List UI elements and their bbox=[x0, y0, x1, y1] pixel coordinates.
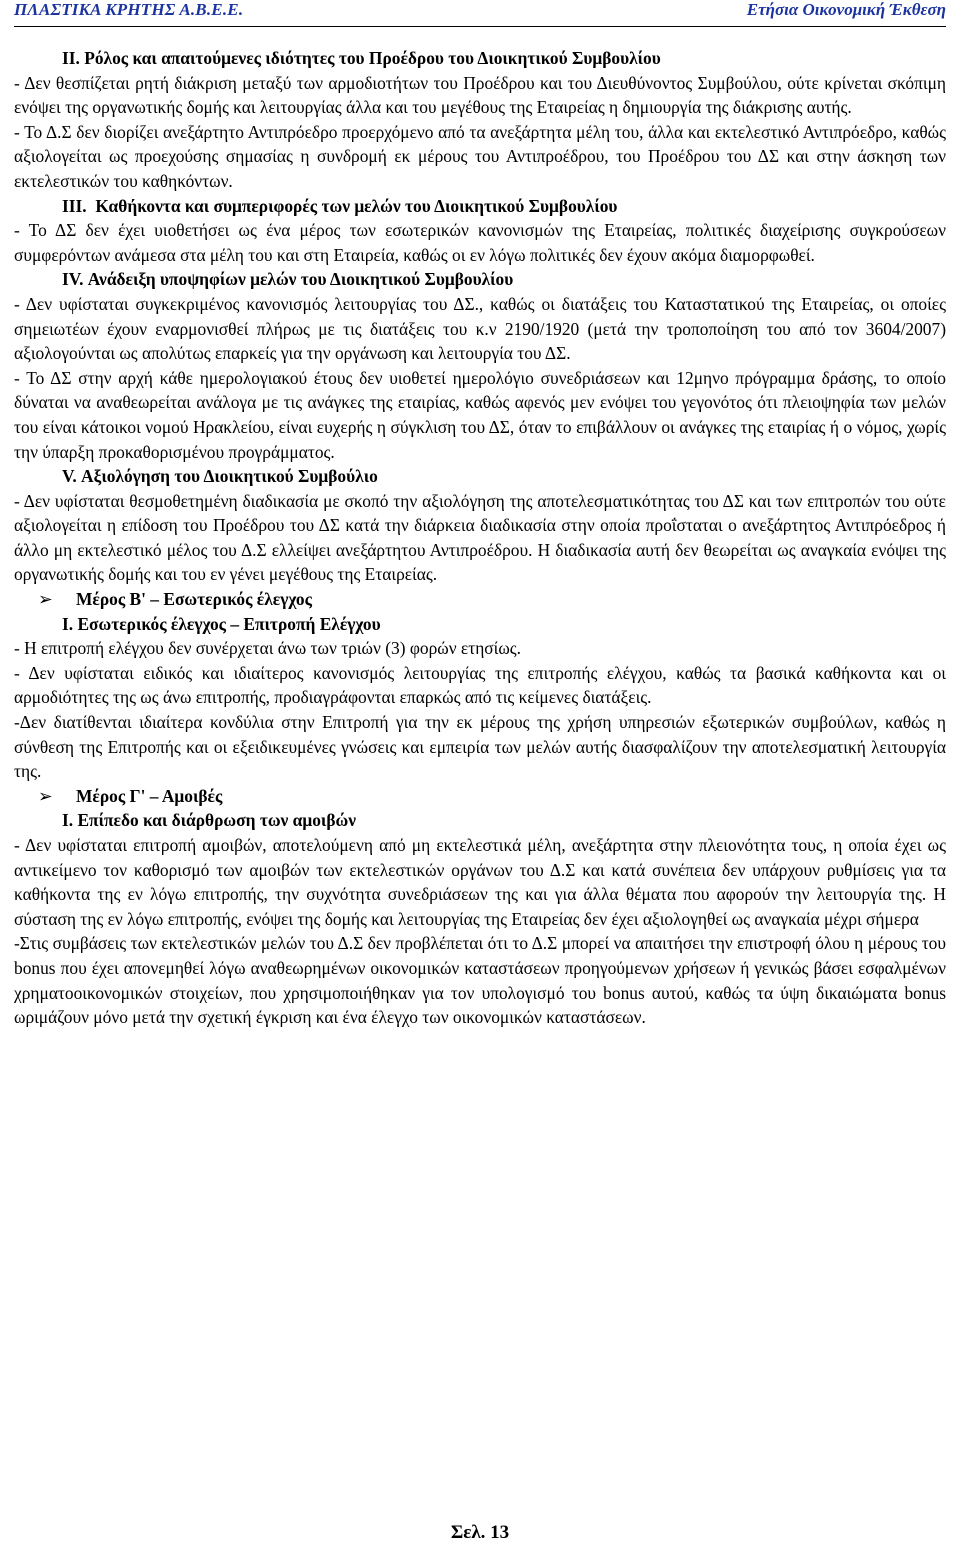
part-b-title: Μέρος Β' – Εσωτερικός έλεγχος bbox=[76, 589, 312, 610]
part-c-paragraph-2: -Στις συμβάσεις των εκτελεστικών μελών του Δ.Σ δεν προβλέπεται ότι το Δ.Σ μπορεί να απαιτήσει την επιστροφή όλου η μέρους του bonus που έχει απονεμηθεί λόγω αναθεωρημένων οικονομικών καταστάσεων προηγούμενων χρήσεων ή γενικώς βάσει εσφαλμένων χρηματοοικονομικών στοιχείων, που χρησιμοποιήθηκαν για τον υπολογισμό του bonus αυτού, καθώς τα ύψη δικαιώματα bonus ωριμάζουν μόνο μετά την σχετική έγκριση και ένα έλεγχο των οικονομικών καταστάσεων. bbox=[14, 933, 946, 1028]
section-4-heading: IV. Ανάδειξη υποψηφίων μελών του Διοικητικού Συμβουλίου bbox=[62, 269, 514, 290]
arrow-bullet-icon: ➢ bbox=[38, 589, 53, 610]
page-header bbox=[14, 0, 946, 27]
section-2-heading: ΙΙ. Ρόλος και απαιτούμενες ιδιότητες του Προέδρου του Διοικητικού Συμβουλίου bbox=[62, 48, 661, 68]
page-number: Σελ. 13 bbox=[450, 1522, 510, 1543]
report-title: Ετήσια Οικονομική Έκθεση bbox=[746, 0, 946, 19]
section-5-paragraph-1: - Δεν υφίσταται θεσμοθετημένη διαδικασία με σκοπό την αξιολόγηση της αποτελεσματικότητας του ΔΣ και των επιτροπών του ούτε αξιολογείται η επίδοση του Προέδρου του ΔΣ κατά την διάρκεια διαδικασία στην οποία προΐσταται ο ανεξάρτητος Αντιπρόεδρος ή άλλο μη εκτελεστικό μέλος του Δ.Σ ελλείψει ανεξάρτητου Αντιπροέδρου. Η διαδικασία αυτή δεν θεωρείται ως αναγκαία ενόψει της οργανωτικής δομής και του εν γένει μεγέθους της Εταιρείας. bbox=[14, 490, 946, 585]
section-2-paragraph-1: - Δεν θεσπίζεται ρητή διάκριση μεταξύ των αρμοδιοτήτων του Προέδρου και του Διευθύνοντος Συμβούλου, ούτε κρίνεται σκόπιμη ενόψει της οργανωτικής δομής και λειτουργίας άλλα και του μεγέθους της Εταιρείας η δημιουργία της διάκρισης αυτής. bbox=[14, 72, 946, 118]
section-3-heading bbox=[14, 194, 946, 219]
section-3-number: ΙΙΙ. bbox=[62, 195, 87, 216]
section-4-paragraph-2: - Το ΔΣ στην αρχή κάθε ημερολογιακού έτους δεν υιοθετεί ημερολόγιο συνεδριάσεων και 12μηνο πρόγραμμα δράσης, το οποίο δύναται να αναθεωρείται ανάλογα με τις ανάγκες της εταιρίας, καθώς αφενός μεν ενόψει του γεγονότος ότι πλειοψηφία των μελών του είναι κάτοικοι νομού Ηρακλείου, είναι ευχερής η σύγκλιση του ΔΣ, όταν το επιβάλλουν οι ανάγκες της εταιρίας ή ο νόμος, χωρίς την ύπαρξη προκαθορισμένου προγράμματος. bbox=[14, 367, 946, 462]
part-c-title: Μέρος Γ' – Αμοιβές bbox=[76, 785, 223, 806]
section-2-paragraph-2: - Το Δ.Σ δεν διορίζει ανεξάρτητο Αντιπρόεδρο προερχόμενο από τα ανεξάρτητα μέλη του, άλλα και εκτελεστικό Αντιπρόεδρο, καθώς αξιολογείται ως προεχούσης σημασίας η συνδρομή εκ μέρους του Αντιπροέδρου, του Προέδρου του ΔΣ και στην άσκηση των εκτελεστικών του καθηκόντων. bbox=[14, 121, 946, 191]
part-c-paragraph-1: - Δεν υφίσταται επιτροπή αμοιβών, αποτελούμενη από μη εκτελεστικά μέλη, ανεξάρτητα στην πλειονότητα τους, η οποία έχει ως αντικείμενο τον καθορισμό των αμοιβών των εκτελεστικών οργάνων του Δ.Σ και κατά συνέπεια δεν υπάρχουν ρυθμίσεις για τα καθήκοντα της εν λόγω επιτροπής, την συχνότητα συνεδριάσεων της και για άλλα θέματα που αφορούν την λειτουργία της. Η σύσταση της εν λόγω επιτροπής, ενόψει της δομής και λειτουργίας της Εταιρείας δεν έχει αξιολογηθεί ως αναγκαία μέχρι σήμερα bbox=[14, 835, 946, 929]
section-5-heading: V. Αξιολόγηση του Διοικητικού Συμβούλιο bbox=[62, 466, 378, 487]
arrow-bullet-icon: ➢ bbox=[38, 785, 53, 806]
document-body bbox=[14, 46, 946, 1030]
part-b-section-1-heading: Ι. Εσωτερικός έλεγχος – Επιτροπή Ελέγχου bbox=[62, 613, 381, 634]
section-3-paragraph-1: - Το ΔΣ δεν έχει υιοθετήσει ως ένα μέρος των εσωτερικών κανονισμών της Εταιρείας, πολιτικές διαχείρισης συγκρούσεων συμφερόντων ανάμεσα στα μέλη του και στη Εταιρεία, καθώς οι εν λόγω πολιτικές δεν έχουν ακόμα διαμορφωθεί. bbox=[14, 220, 946, 265]
part-b-paragraph-2: - Δεν υφίσταται ειδικός και ιδιαίτερος κανονισμός λειτουργίας της επιτροπής ελέγχου, καθώς τα βασικά καθήκοντα και οι αρμοδιότητες της ως άνω επιτροπής, προδιαγράφονται επαρκώς από τις κείμενες διατάξεις. bbox=[14, 662, 946, 708]
section-3-title: Καθήκοντα και συμπεριφορές των μελών του Διοικητικού Συμβουλίου bbox=[95, 195, 618, 216]
part-b-paragraph-1: - Η επιτροπή ελέγχου δεν συνέρχεται άνω των τριών (3) φορών ετησίως. bbox=[14, 638, 522, 659]
part-b-heading bbox=[14, 587, 946, 612]
part-c-section-1-heading: Ι. Επίπεδο και διάρθρωση των αμοιβών bbox=[62, 810, 356, 831]
section-4-paragraph-1: - Δεν υφίσταται συγκεκριμένος κανονισμός λειτουργίας του ΔΣ., καθώς οι διατάξεις του Καταστατικού της Εταιρείας, οι οποίες σημειωτέων έχουν εναρμονισθεί πλήρως με τις διατάξεις του κ.ν 2190/1920 (μετά την τροποποίηση του από τον 3604/2007) αξιολογούνται ως απολύτως επαρκείς για την οργάνωση και λειτουργία του ΔΣ. bbox=[14, 293, 946, 364]
company-name: ΠΛΑΣΤΙΚΑ ΚΡΗΤΗΣ Α.Β.Ε.Ε. bbox=[14, 0, 244, 19]
part-c-heading bbox=[14, 784, 946, 809]
part-b-paragraph-3: -Δεν διατίθενται ιδιαίτερα κονδύλια στην Επιτροπή για την εκ μέρους της χρήση υπηρεσιών εξωτερικών συμβούλων, καθώς η σύνθεση της Επιτροπής και οι εξειδικευμένες γνώσεις και εμπειρία των μελών αυτής διασφαλίζουν την αποτελεσματική λειτουργία της. bbox=[14, 712, 946, 782]
